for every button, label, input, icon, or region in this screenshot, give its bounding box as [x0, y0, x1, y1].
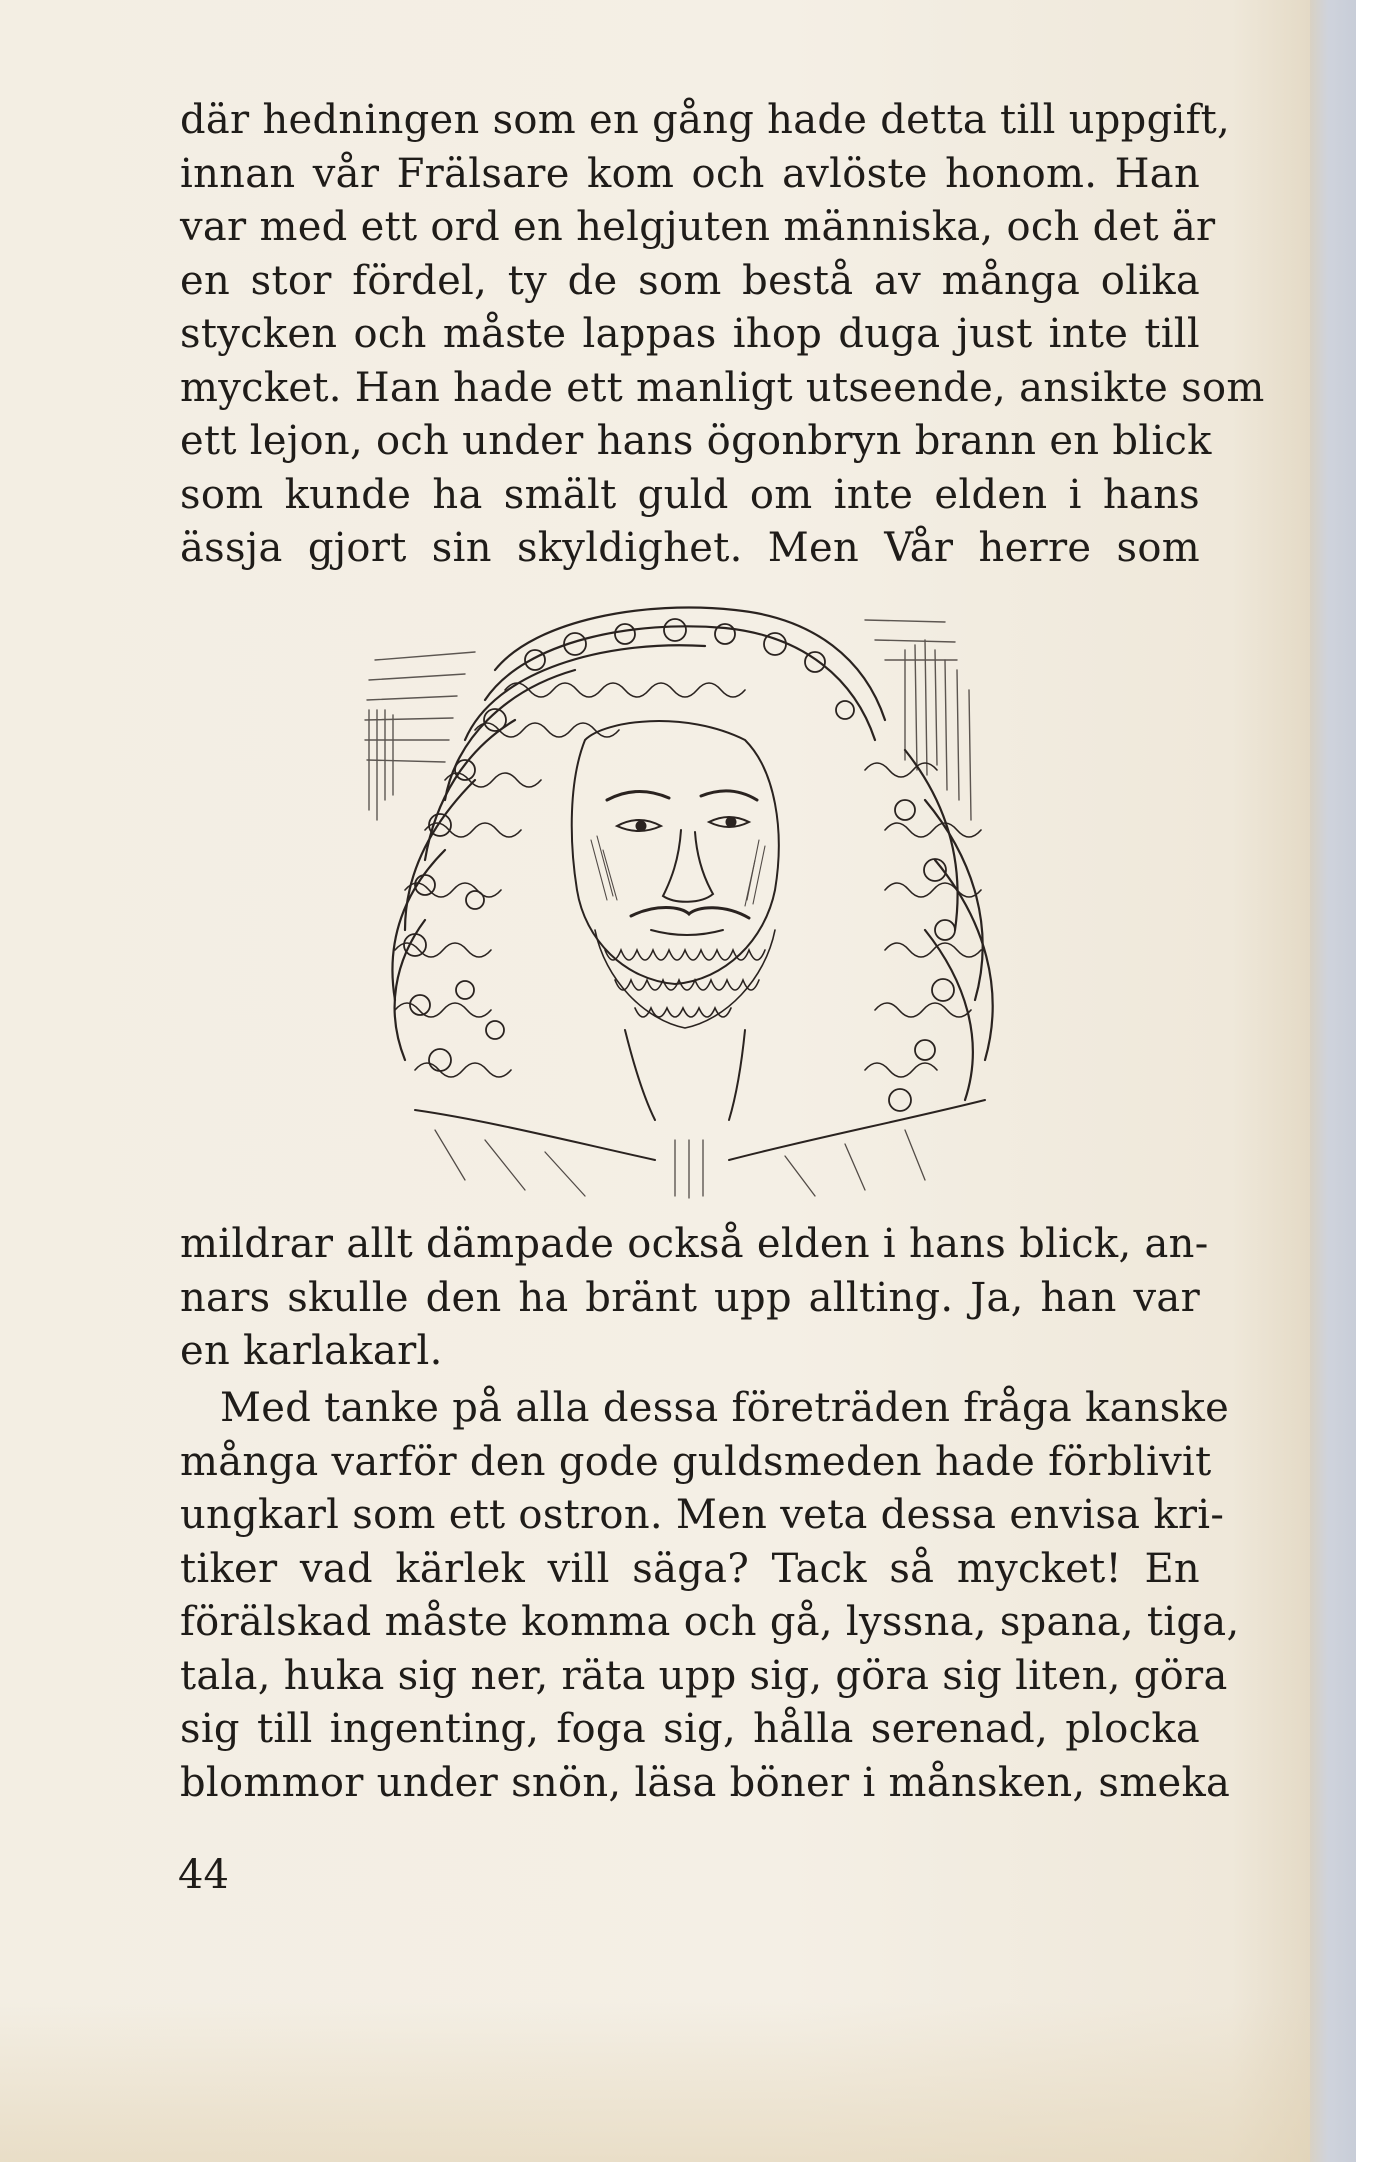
text-line: som kunde ha smält guld om inte elden i hans: [180, 471, 1200, 518]
text-line: många varför den gode guldsmeden hade förblivit: [180, 1438, 1212, 1485]
engraved-portrait-bearded-man-icon: [365, 608, 993, 1199]
text-line: förälskad måste komma och gå, lyssna, spana, tiga,: [180, 1599, 1240, 1645]
page-number: 44: [178, 1852, 229, 1898]
text-line: ässja gjort sin skyldighet. Men Vår herre som: [180, 525, 1200, 571]
text-line: blommor under snön, läsa böner i månsken, smeka: [180, 1759, 1231, 1806]
text-line: var med ett ord en helgjuten människa, och det är: [180, 204, 1216, 250]
paragraph-top: [180, 94, 1265, 576]
portrait-illustration: [345, 600, 1035, 1200]
text-line: mildrar allt dämpade också elden i hans blick, an-: [180, 1221, 1209, 1267]
text-line: en stor fördel, ty de som bestå av många olika: [180, 257, 1200, 304]
text-line: mycket. Han hade ett manligt utseende, ansikte som: [180, 364, 1265, 411]
paragraph-mid: [180, 1218, 1209, 1379]
text-line: en karlakarl.: [180, 1328, 443, 1374]
page-binding-edge: [1310, 0, 1356, 2162]
text-line: ett lejon, och under hans ögonbryn brann en blick: [180, 418, 1212, 464]
text-line: sig till ingenting, foga sig, hålla serenad, plocka: [180, 1706, 1200, 1752]
scan-margin: [1356, 0, 1400, 2162]
text-line: stycken och måste lappas ihop duga just inte till: [180, 311, 1200, 357]
text-line: tala, huka sig ner, räta upp sig, göra sig liten, göra: [180, 1652, 1228, 1699]
text-line: ungkarl som ett ostron. Men veta dessa envisa kri-: [180, 1492, 1225, 1538]
text-line: Med tanke på alla dessa företräden fråga kanske: [220, 1385, 1230, 1431]
text-line: nars skulle den ha bränt upp allting. Ja, han var: [180, 1274, 1200, 1321]
paragraph-second: [180, 1382, 1240, 1810]
page-bottom-shadow: [0, 2002, 1310, 2162]
text-line: tiker vad kärlek vill säga? Tack så mycket! En: [180, 1545, 1200, 1592]
text-line: innan vår Frälsare kom och avlöste honom. Han: [180, 150, 1200, 197]
text-line: där hedningen som en gång hade detta till uppgift,: [180, 97, 1231, 143]
